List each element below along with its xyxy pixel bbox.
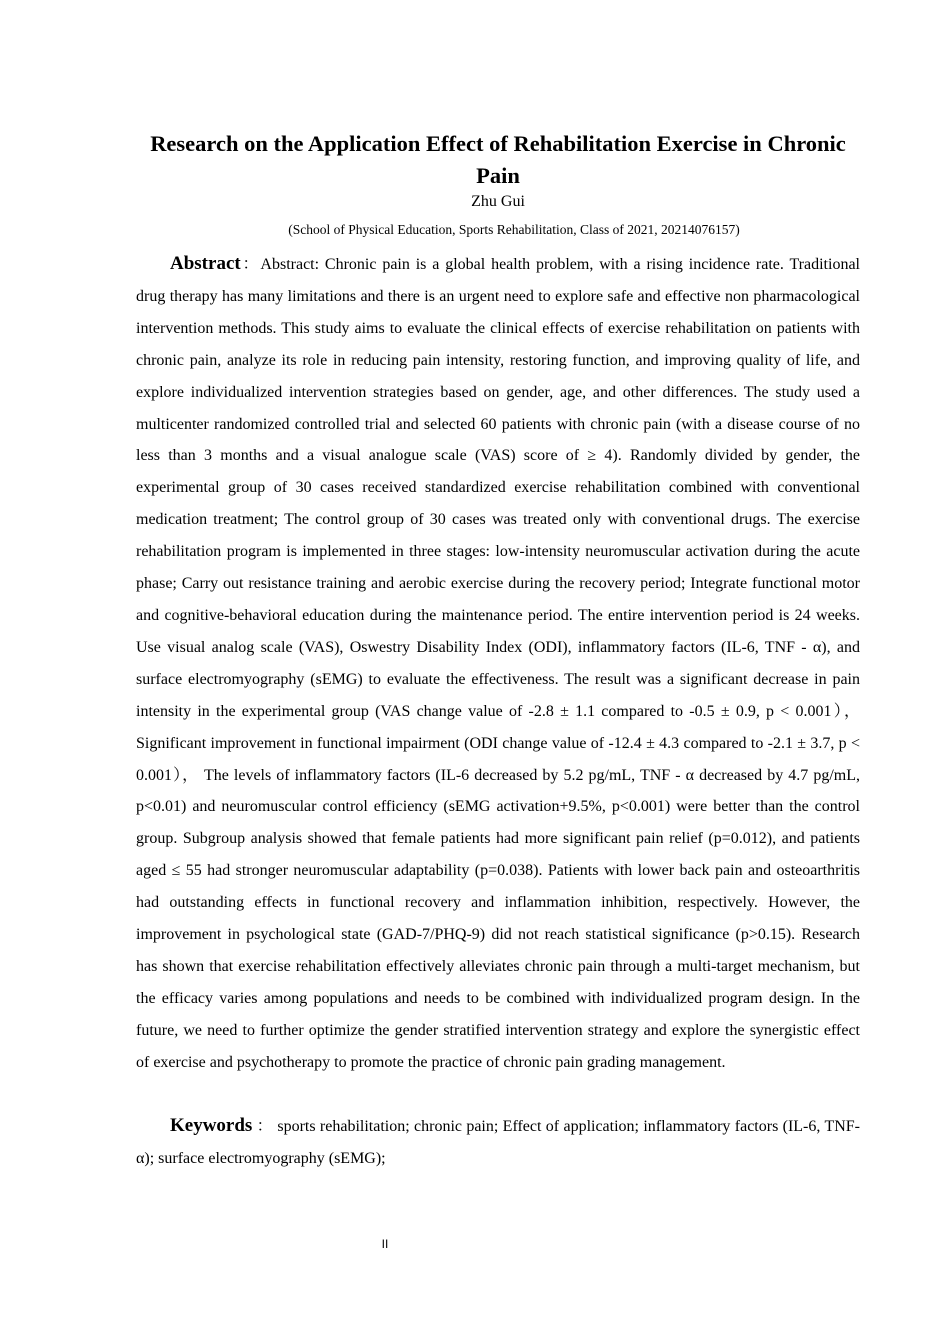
- keywords-label: Keywords: [170, 1115, 253, 1136]
- abstract-paragraph: [136, 248, 860, 1079]
- paper-title: Research on the Application Effect of Rehabilitation Exercise in Chronic Pain: [150, 131, 846, 188]
- page-number: II: [381, 1237, 389, 1251]
- keywords-text: sports rehabilitation; chronic pain; Effect of application; inflammatory factors (IL-6, TNF-α); surface electromyography (sEMG);: [136, 1118, 860, 1167]
- author-name: Zhu Gui: [471, 193, 525, 210]
- abstract-text: Abstract: Chronic pain is a global health problem, with a rising incidence rate. Traditional drug therapy has many limitations and there is an urgent need to explore safe and effective non pharmacological intervention methods. This study aims to evaluate the clinical effects of exercise rehabilitation on patients with chronic pain, analyze its role in reducing pain intensity, restoring function, and improving quality of life, and explore individualized intervention strategies based on gender, age, and other differences. The study used a multicenter randomized controlled trial and selected 60 patients with chronic pain (with a disease course of no less than 3 months and a visual analogue scale (VAS) score of ≥ 4). Randomly divided by gender, the experimental group of 30 cases received standardized exercise rehabilitation combined with conventional medication treatment; The control group of 30 cases was treated only with conventional drugs. The exercise rehabilitation program is implemented in three stages: low-intensity neuromuscular activation during the acute phase; Carry out resistance training and aerobic exercise during the recovery period; Integrate functional motor and cognitive-behavioral education during the maintenance period. The entire intervention period is 24 weeks. Use visual analog scale (VAS), Oswestry Disability Index (ODI), inflammatory factors (IL-6, TNF - α), and surface electromyography (sEMG) to evaluate the effectiveness. The result was a significant decrease in pain intensity in the experimental group (VAS change value of -2.8 ± 1.1 compared to -0.5 ± 0.9, p < 0.001）， Significant improvement in functional impairment (ODI change value of -12.4 ± 4.3 compared to -2.1 ± 3.7, p < 0.001）， The levels of inflammatory factors (IL-6 decreased by 5.2 pg/mL, TNF - α decreased by 4.7 pg/mL, p<0.01) and neuromuscular control efficiency (sEMG activation+9.5%, p<0.001) were better than the control group. Subgroup analysis showed that female patients had more significant pain relief (p=0.012), and patients aged ≤ 55 had stronger neuromuscular adaptability (p=0.038). Patients with lower back pain and osteoarthritis had outstanding effects in functional recovery and inflammation inhibition, respectively. However, the improvement in psychological state (GAD-7/PHQ-9) did not reach statistical significance (p>0.15). Research has shown that exercise rehabilitation effectively alleviates chronic pain through a multi-target mechanism, but the efficacy varies among populations and needs to be combined with individualized program design. In the future, we need to further optimize the gender stratified intervention strategy and explore the synergistic effect of exercise and psychotherapy to promote the practice of chronic pain grading management.: [136, 256, 860, 1071]
- abstract-label: Abstract: [170, 253, 241, 274]
- author-affiliation: (School of Physical Education, Sports Rehabilitation, Class of 2021, 20214076157): [288, 222, 740, 237]
- keywords-separator: ：: [252, 1118, 274, 1135]
- abstract-separator: ：: [240, 256, 261, 273]
- keywords-paragraph: [136, 1110, 860, 1175]
